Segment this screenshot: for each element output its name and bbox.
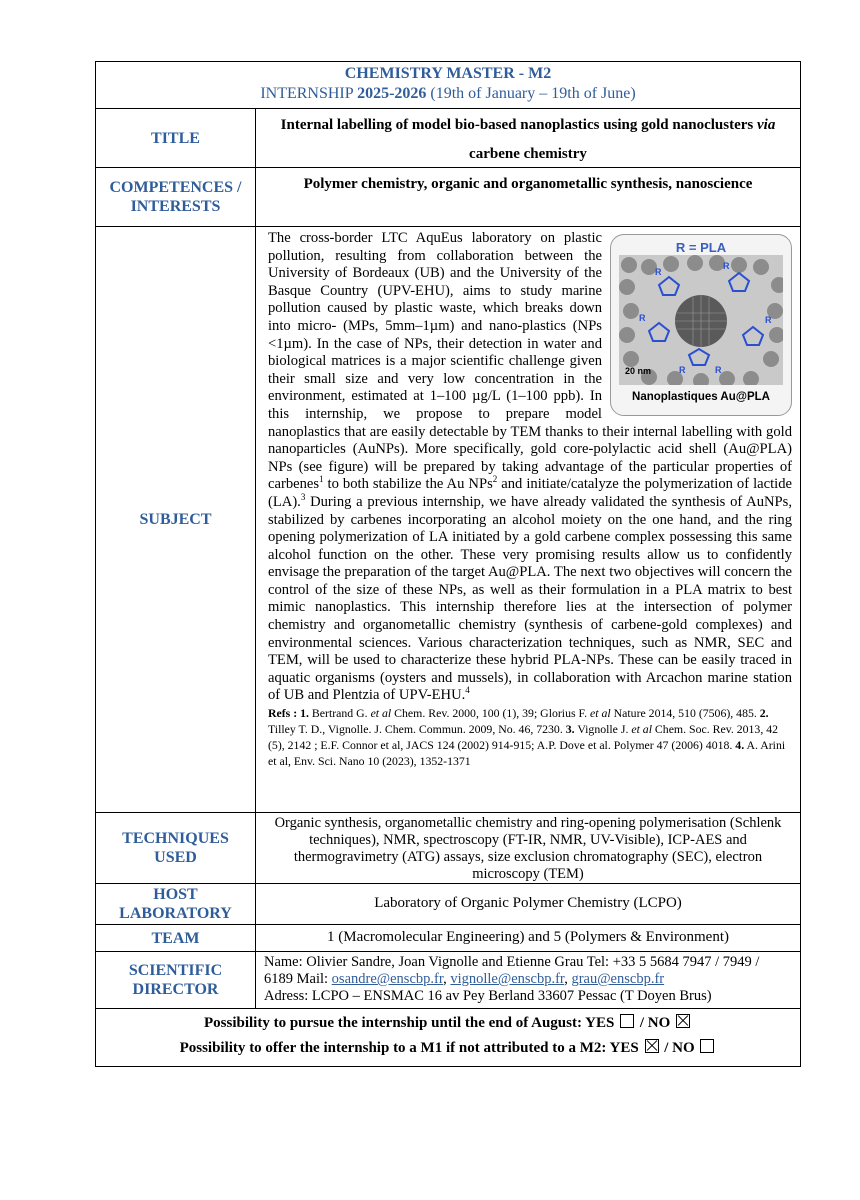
august-question: Possibility to pursue the internship until the end of August: YES / NO xyxy=(96,1011,800,1036)
host-label: HOST LABORATORY xyxy=(96,884,256,924)
team-row xyxy=(96,925,800,952)
team-value: 1 (Macromolecular Engineering) and 5 (Polymers & Environment) xyxy=(327,929,729,945)
svg-text:R: R xyxy=(679,365,686,375)
title-value: Internal labelling of model bio-based nanoplastics using gold nanoclusters via carbene chemistry xyxy=(280,117,776,162)
mail-link-grau[interactable]: grau@enscbp.fr xyxy=(571,971,665,987)
director-address: Adress: LCPO – ENSMAC 16 av Pey Berland 33607 Pessac (T Doyen Brus) xyxy=(264,988,712,1004)
references: Refs : 1. Bertrand G. et al Chem. Rev. 2000, 100 (1), 39; Glorius F. et al Nature 2014, 510 (7506), 485. 2. Tilley T. D., Vignolle. J. Chem. Commun. 2009, No. 46, 7230. 3. Vignolle J. et al Chem. Soc. Rev. 2013, 42 (5), 2142 ; E.F. Connor et al, JACS 124 (2002) 914-915; A.P. Dove et al. Polymer 47 (2006) 4018. 4. A. Arini et al, Env. Sci. Nano 10 (2023), 1352-1371 xyxy=(268,706,786,769)
mail-link-vignolle[interactable]: vignolle@enscbp.fr xyxy=(450,971,565,987)
host-value: Laboratory of Organic Polymer Chemistry (LCPO) xyxy=(374,895,682,911)
svg-text:R: R xyxy=(723,261,730,271)
techniques-row xyxy=(96,813,800,884)
techniques-value: Organic synthesis, organometallic chemistry and ring-opening polymerisation (Schlenk techniques), NMR, spectroscopy (FT-IR, NMR, UV-Visible), ICP-AES and thermogravimetry (ATG) assays, size exclusion chromatography (SEC), electron microscopy (TEM) xyxy=(274,815,782,882)
subject-label: SUBJECT xyxy=(96,227,256,812)
subject-row xyxy=(96,227,800,813)
master-title: CHEMISTRY MASTER - M2 xyxy=(344,65,552,82)
competences-label: COMPETENCES / INTERESTS xyxy=(96,168,256,226)
director-label: SCIENTIFIC DIRECTOR xyxy=(96,952,256,1008)
svg-text:R: R xyxy=(765,315,772,325)
internship-form xyxy=(95,61,801,1067)
m1-no-checkbox[interactable] xyxy=(700,1039,714,1053)
svg-text:R: R xyxy=(655,267,662,277)
title-row xyxy=(96,109,800,168)
title-label: TITLE xyxy=(96,109,256,167)
form-header xyxy=(96,62,800,109)
host-row xyxy=(96,884,800,925)
svg-text:R: R xyxy=(639,313,646,323)
director-row xyxy=(96,952,800,1009)
subject-text: R = PLA R R R R R R 20 nm Nanoplastiques Au@PLA The cross-border LTC AquEus laboratory on plastic pollution, resulting from collaboration between the University of Bordeaux (UB) and the University of the Basque Country (UPV-EHU), aims to study marine pollution caused by plastic waste, which breaks down into micro- (MPs, 5mm–1µm) and nano-plastics (NPs <1µm). In the case of NPs, their detection in water and biological matrices is a major scientific challenge given their small size and very low concentration in the environment, estimated at 1–100 µg/L (1–100 ppb). In this internship, we propose to prepare model nanoplastics that are easily detectable by TEM thanks to their internal labelling with gold nanoparticles (AuNPs). More specifically, gold core-polylactic acid shell (Au@PLA) NPs (see figure) will be prepared by taking advantage of the particular properties of carbenes$^1$ to both stabilize the Au NPs$^2$ and initiate/catalyze the polymerization of lactide (LA).$^3$ During a previous internship, we have already validated the synthesis of AuNPs, stabilized by carbenes incorporating an alcohol moiety on the one hand, and the ring opening polymerization of LA initiated by a gold carbene complex possessing this same alcohol function on the other. These very promising results allow us to confidently envisage the preparation of the target Au@PLA. The next two objectives will concern the control of the size of these NPs, as well as their formulation in a PLA matrix to best mimic nanoplastics. This internship therefore lies at the intersection of polymer chemistry and organometallic chemistry (synthesis of carbene-gold complexes) and environmental sciences. Various characterization techniques, such as NMR, SEC and TEM, will be used to characterize these hybrid PLA-NPs. These can be easily traced in aquatic organisms (oysters and mussels), in collaboration with Arcachon marine station of UB and Plentzia of UPV-EHU.$^4$ Refs : 1. Bertrand G. et al Chem. Rev. 2000, 100 (1), 39; Glorius F. et al Nature 2014, 510 (7506), 485. 2. Tilley T. D., Vignolle. J. Chem. Commun. 2009, No. 46, 7230. 3. Vignolle J. et al Chem. Soc. Rev. 2013, 42 (5), 2142 ; E.F. Connor et al, JACS 124 (2002) 914-915; A.P. Dove et al. Polymer 47 (2006) 4018. 4. A. Arini et al, Env. Sci. Nano 10 (2023), 1352-1371 xyxy=(268,230,792,769)
director-value: Name: Olivier Sandre, Joan Vignolle and Etienne Grau Tel: +33 5 5684 7947 / 7949 / 6189 Mail: osandre@enscbp.fr, vignolle@enscbp.fr, grau@enscbp.fr Adress: LCPO – ENSMAC 16 av Pey Berland 33607 Pessac (T Doyen Brus) xyxy=(264,954,760,1004)
internship-dates: INTERNSHIP 2025-2026 (19th of January – 19th of June) xyxy=(260,85,636,102)
figure-r-label: R = PLA xyxy=(675,240,727,255)
competences-row xyxy=(96,168,800,227)
m1-yes-checkbox[interactable] xyxy=(645,1039,659,1053)
form-footer xyxy=(96,1009,800,1066)
m1-question: Possibility to offer the internship to a M1 if not attributed to a M2: YES / NO xyxy=(96,1036,800,1061)
competences-value: Polymer chemistry, organic and organometallic synthesis, nanoscience xyxy=(303,176,753,192)
techniques-label: TECHNIQUES USED xyxy=(96,813,256,883)
team-label: TEAM xyxy=(96,925,256,951)
figure-caption: Nanoplastiques Au@PLA xyxy=(632,391,770,404)
svg-text:R: R xyxy=(715,365,722,375)
figure-scale-label: 20 nm xyxy=(625,366,652,376)
august-yes-checkbox[interactable] xyxy=(620,1014,634,1028)
au-pla-figure xyxy=(610,234,792,416)
august-no-checkbox[interactable] xyxy=(676,1014,690,1028)
mail-link-sandre[interactable]: osandre@enscbp.fr xyxy=(331,971,444,987)
